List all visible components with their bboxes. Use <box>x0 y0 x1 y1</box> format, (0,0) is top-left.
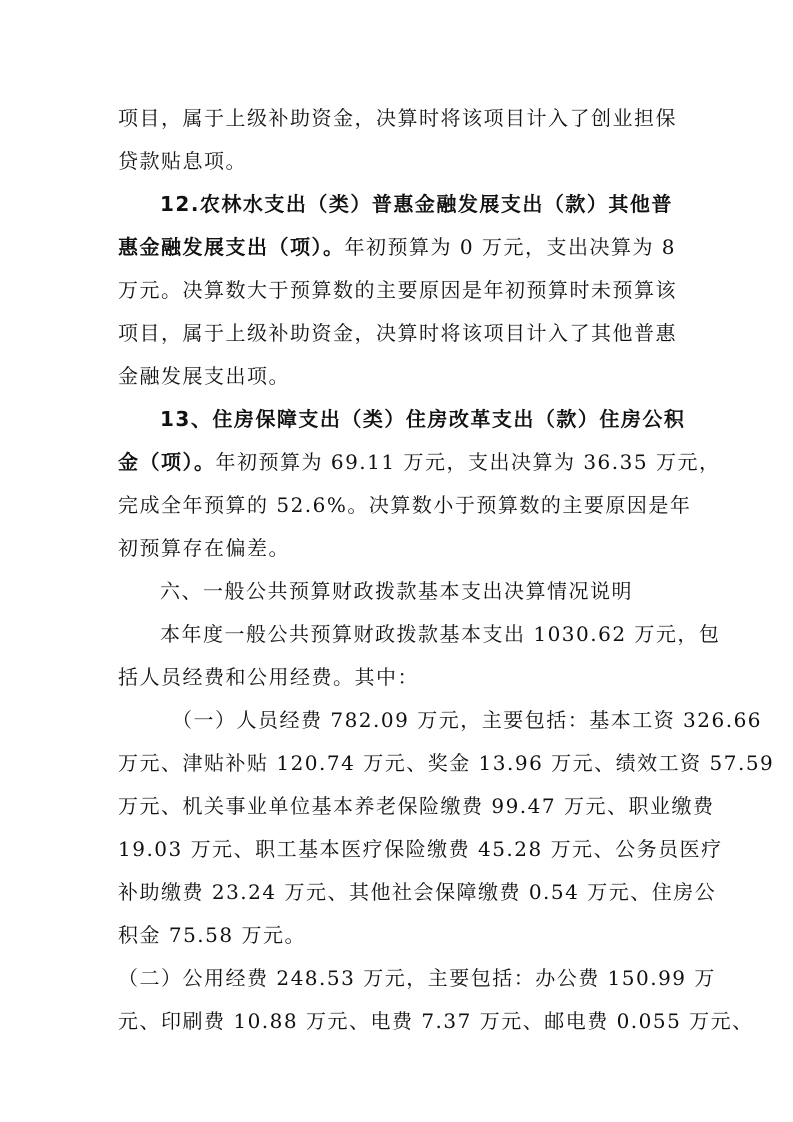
item-13-text: 年初预算为 69.11 万元，支出决算为 36.35 万元， <box>215 450 721 474</box>
item-13-heading: 13、住房保障支出（类）住房改革支出（款）住房公积 <box>160 407 686 431</box>
paragraph-line: 元、印刷费 10.88 万元、电费 7.37 万元、邮电费 0.055 万元、 <box>118 1009 754 1033</box>
paragraph-line: 贷款贴息项。 <box>118 149 247 173</box>
item-12-text: 年初预算为 0 万元，支出决算为 8 <box>344 235 677 259</box>
item-12-heading: 12.农林水支出（类）普惠金融发展支出（款）其他普 <box>160 192 673 216</box>
paragraph-line: 初预算存在偏差。 <box>118 536 290 560</box>
item-13-heading-tail: 金（项）。 <box>118 450 216 474</box>
paragraph-line: 积金 75.58 万元。 <box>118 923 306 947</box>
section-6-title: 六、一般公共预算财政拨款基本支出决算情况说明 <box>160 579 633 603</box>
paragraph-line: 项目，属于上级补助资金，决算时将该项目计入了创业担保 <box>118 106 677 130</box>
paragraph-line: 万元、机关事业单位基本养老保险缴费 99.47 万元、职业缴费 <box>118 794 715 818</box>
item-13-heading-cont <box>118 447 721 477</box>
paragraph-line: 金融发展支出项。 <box>118 364 290 388</box>
paragraph-line: 补助缴费 23.24 万元、其他社会保障缴费 0.54 万元、住房公 <box>118 880 717 904</box>
paragraph-line: 万元。决算数大于预算数的主要原因是年初预算时未预算该 <box>118 278 677 302</box>
public-expenses-line: （二）公用经费 248.53 万元，主要包括：办公费 150.99 万 <box>118 966 716 990</box>
paragraph-line: 本年度一般公共预算财政拨款基本支出 1030.62 万元，包 <box>160 622 721 646</box>
paragraph-line: 完成全年预算的 52.6%。决算数小于预算数的主要原因是年 <box>118 493 692 517</box>
item-12-heading-tail: 惠金融发展支出（项）。 <box>118 235 345 259</box>
item-12-heading-cont <box>118 232 678 262</box>
paragraph-line: 19.03 万元、职工基本医疗保险缴费 45.28 万元、公务员医疗 <box>118 837 723 861</box>
paragraph-line: 项目，属于上级补助资金，决算时将该项目计入了其他普惠 <box>118 321 677 345</box>
personnel-expenses-line: （一）人员经费 782.09 万元，主要包括：基本工资 326.66 <box>172 708 763 732</box>
paragraph-line: 括人员经费和公用经费。其中： <box>118 665 419 689</box>
paragraph-line: 万元、津贴补贴 120.74 万元、奖金 13.96 万元、绩效工资 57.59 <box>118 751 775 775</box>
